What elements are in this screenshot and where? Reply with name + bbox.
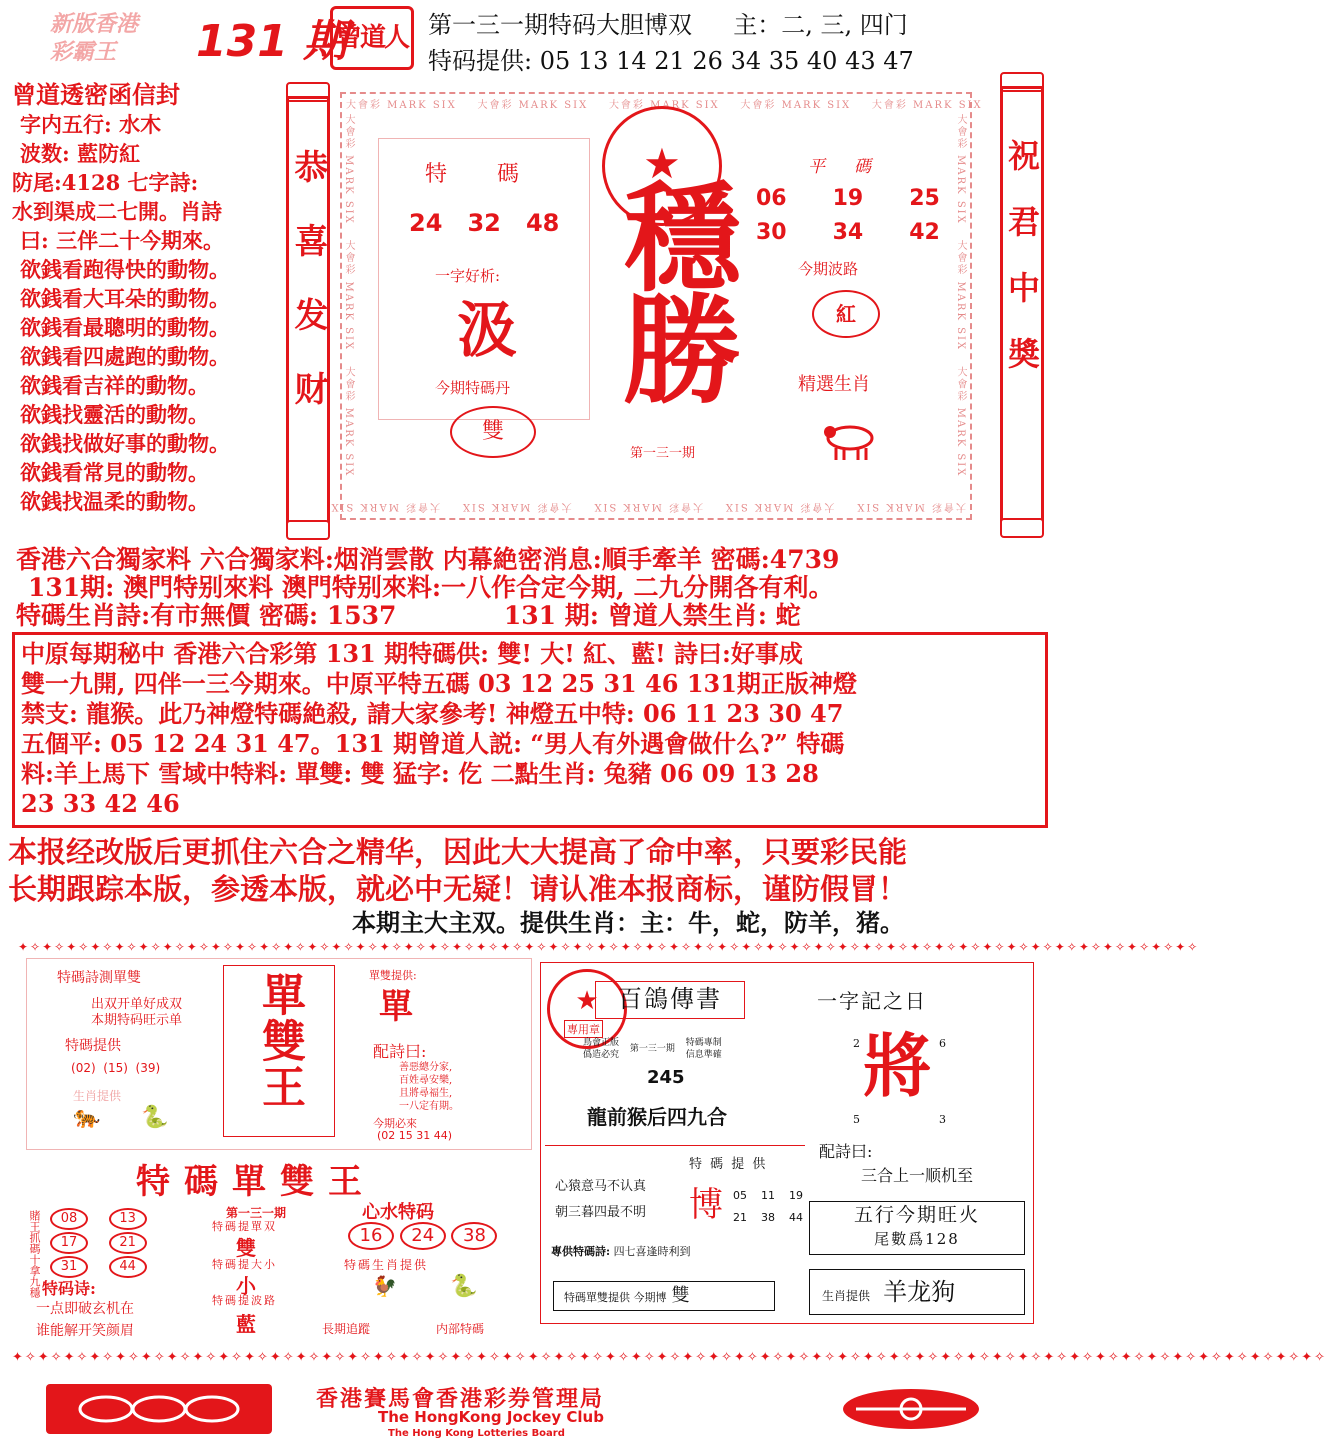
dsw-poem2: 本期特码旺示单 bbox=[91, 1013, 183, 1028]
pigeon-zhaosan: 朝三暮四最不明 bbox=[555, 1205, 647, 1220]
pigeon-divider bbox=[545, 1145, 805, 1146]
shuang-oval bbox=[450, 406, 536, 458]
tm-issue: 第一三一期 bbox=[226, 1206, 287, 1220]
tm-sx-provide: 特碼生肖提供 bbox=[344, 1258, 429, 1272]
tm-value-2: 藍 bbox=[236, 1312, 256, 1336]
middle-line3 bbox=[16, 600, 801, 631]
boxed-line: 23 33 42 46 bbox=[21, 789, 180, 818]
ping-ma-label: 平 碼 bbox=[808, 157, 877, 177]
pigeon-seal-text: 專用章 bbox=[564, 1020, 603, 1038]
snake-icon-2: 🐍 bbox=[450, 1274, 478, 1299]
left-poem-line: 波数: 藍防紅 bbox=[20, 141, 141, 166]
shuang-value: 雙 bbox=[481, 419, 504, 444]
corner-num-tl: 2 bbox=[853, 1037, 860, 1050]
tm-poem-label: 特码诗: bbox=[42, 1279, 96, 1298]
pigeon-tags: 鳥會正版 僞造必究 第一三一期 特碼專制 信息準確 bbox=[583, 1038, 722, 1060]
center-card bbox=[329, 92, 983, 520]
footer-en2: The Hong Kong Lotteries Board bbox=[388, 1428, 565, 1439]
dsw-title: 特碼詩測單雙 bbox=[57, 970, 141, 986]
left-poem-line: 欲銭看大耳朵的動物。 bbox=[20, 286, 230, 311]
tm-long-track: 長期追蹤 bbox=[322, 1322, 371, 1336]
header-line1 bbox=[428, 10, 908, 40]
header-line2-label: 特码提供: bbox=[428, 47, 533, 75]
pigeon-sx-value: 羊龙狗 bbox=[883, 1278, 956, 1306]
pigeon-yizi-char: 將 bbox=[863, 1027, 932, 1107]
boxed-line: 雙一九開, 四伴一三今期來。中原平特五碼 03 12 25 31 46 131期正版神燈 bbox=[21, 669, 857, 698]
logo-line2: 彩霸王 bbox=[50, 39, 117, 65]
tm-big-numbers: 16 24 38 bbox=[348, 1222, 497, 1250]
pigeon-weishu: 尾數爲128 bbox=[874, 1230, 960, 1248]
header-line1-b: 主：二, 三, 四门 bbox=[733, 11, 908, 39]
ping-ma-row1: 06 19 25 bbox=[756, 186, 940, 211]
pigeon-poem: 三合上一顺机至 bbox=[861, 1166, 974, 1185]
tm-label-2: 特碼提波路 bbox=[212, 1294, 277, 1307]
boxed-line: 五個平: 05 12 24 31 47。131 期曾道人説: “男人有外遇會做什么?” 特碼 bbox=[21, 729, 845, 758]
middle-line1: 香港六合獨家料 六合獨家料:烟消雲散 内幕絶密消息:順手牽羊 密碼:4739 bbox=[16, 545, 840, 574]
left-poem-line: 欲銭看常見的動物。 bbox=[20, 460, 209, 485]
tm-numbers: 08 13 17 21 31 44 bbox=[50, 1208, 170, 1280]
pigeon-bo: 博 bbox=[689, 1185, 723, 1225]
dsw-peishi-lines: 善惡總分家, 百姓尋安樂, 且將尋福生, 一八定有期。 bbox=[399, 1062, 459, 1112]
pigeon-wuxing-frame bbox=[809, 1201, 1025, 1255]
dsw-label: 單雙提供: bbox=[369, 969, 417, 982]
dsw-big-frame bbox=[223, 965, 335, 1137]
middle-line2: 131期: 澳門特别來料 澳門特别來料:一八作合定今期, 二九分開各有利。 bbox=[28, 573, 834, 602]
rooster-icon: 🐓 bbox=[372, 1274, 397, 1298]
scroll-right bbox=[996, 72, 1048, 538]
tm-side: 賭王抓碼十拿九穩 bbox=[28, 1210, 41, 1298]
corner-num-tr: 6 bbox=[939, 1037, 946, 1050]
pigeon-title: 百鴿傳書 bbox=[618, 985, 722, 1013]
yi-zi-label: 一字好析: bbox=[435, 267, 501, 285]
footer-left-emblem bbox=[46, 1384, 272, 1434]
box-dsw bbox=[26, 958, 532, 1150]
left-poem-line: 欲銭找靈活的動物。 bbox=[20, 402, 209, 427]
tm-label-0: 特碼提單双 bbox=[212, 1220, 277, 1233]
left-poem-line: 字内五行: 水木 bbox=[20, 112, 162, 137]
dsw-numbers2: (02 15 31 44) bbox=[377, 1129, 453, 1142]
footer-en1: The HongKong Jockey Club bbox=[378, 1408, 604, 1426]
jing-xuan: 精選生肖 bbox=[798, 374, 870, 395]
left-poem-line: 欲銭找温柔的動物。 bbox=[20, 489, 209, 514]
ox-icon bbox=[818, 418, 882, 462]
big-chars: 穩勝 bbox=[603, 176, 742, 400]
box-pigeon bbox=[540, 962, 1034, 1324]
scroll-left bbox=[282, 82, 334, 540]
pigeon-number: 245 bbox=[647, 1067, 685, 1088]
card-issue-label: 第一三一期 bbox=[630, 446, 696, 461]
pigeon-te-numbers: 05 11 19 21 38 44 bbox=[733, 1189, 803, 1224]
left-poem-line: 欲銭找做好事的動物。 bbox=[20, 431, 230, 456]
pigeon-wuxing: 五行今期旺火 bbox=[853, 1204, 980, 1226]
tm-value-0: 雙 bbox=[236, 1236, 256, 1260]
boxed-text bbox=[12, 632, 1048, 828]
pigeon-ds-label: 特碼單雙提供 今期博 bbox=[564, 1291, 667, 1304]
lower-line3: 本期主大主双。提供生肖：主：牛，蛇，防羊，猪。 bbox=[352, 908, 904, 937]
header-line2-numbers: 05 13 14 21 26 34 35 40 43 47 bbox=[539, 47, 914, 75]
pigeon-xinyuan: 心猿意马不认真 bbox=[555, 1179, 647, 1194]
tm-value-1: 小 bbox=[236, 1274, 256, 1298]
tm-inside: 内部特碼 bbox=[436, 1322, 485, 1336]
te-ma-numbers: 24 32 48 bbox=[409, 209, 560, 237]
snake-icon: 🐍 bbox=[141, 1105, 169, 1130]
pigeon-peishi: 配詩曰: bbox=[819, 1142, 873, 1161]
middle-line3-a: 特碼生肖詩:有市無價 密碼: 1537 bbox=[16, 601, 397, 630]
dsw-big: 單雙王 bbox=[254, 972, 305, 1110]
left-poem-line: 防尾:4128 七字詩: bbox=[12, 170, 199, 195]
pigeon-yizi: 一字記之日 bbox=[817, 989, 927, 1013]
dsw-poem1: 出双开单好成双 bbox=[91, 997, 183, 1012]
card-border-text-left: 大會彩 MARK SIX 大會彩 MARK SIX 大會彩 MARK SIX bbox=[343, 114, 354, 478]
te-ma-label: 特 碼 bbox=[425, 162, 534, 187]
pigeon-ds-value: 雙 bbox=[671, 1285, 690, 1306]
tm-poem-2: 谁能解开笑颜眉 bbox=[36, 1323, 134, 1339]
bo-lu-value: 紅 bbox=[836, 302, 856, 326]
left-poem-line: 欲銭看跑得快的動物。 bbox=[20, 257, 230, 282]
header-line2 bbox=[428, 46, 914, 76]
dsw-shengxiao: 生肖提供 bbox=[73, 1089, 122, 1103]
lower-line2: 长期跟踪本版，参透本版，就必中无疑！请认准本报商标，谨防假冒！ bbox=[8, 872, 908, 906]
dsw-numbers: (02) (15) (39) bbox=[71, 1061, 161, 1075]
dsw-peishi: 配詩曰: bbox=[373, 1042, 427, 1061]
center-emblem bbox=[588, 106, 742, 461]
card-border-text-top: 大會彩 MARK SIX 大會彩 MARK SIX 大會彩 MARK SIX 大會彩 MARK SIX 大會彩 MARK SIX bbox=[346, 100, 983, 111]
card-border-text-right: 大會彩 MARK SIX 大會彩 MARK SIX 大會彩 MARK SIX bbox=[955, 114, 966, 478]
pigeon-star-icon: ★ bbox=[575, 986, 599, 1016]
star-divider-bottom: ✦✧✦✧✦✧✦✧✦✧✦✧✦✧✦✧✦✧✦✧✦✧✦✧✦✧✦✧✦✧✦✧✦✧✦✧✦✧✦✧✦✧✦✧✦✧✦✧✦✧✦✧✦✧✦✧✦✧✦✧✦✧✦✧✦✧✦✧✦✧✦✧✦✧✦✧✦✧✦✧✦✧✦✧✦✧✦✧✦✧✦✧✦✧✦✧✦✧✦✧✦✧ bbox=[12, 1350, 1327, 1365]
card-border-text-bottom: 大會彩 MARK SIX 大會彩 MARK SIX 大會彩 MARK SIX 大會彩 MARK SIX 大會彩 MARK SIX bbox=[329, 501, 966, 512]
dsw-provide: 特碼提供 bbox=[65, 1038, 121, 1054]
corner-num-br: 3 bbox=[939, 1113, 946, 1126]
bo-lu-oval bbox=[812, 290, 880, 338]
tiger-icon: 🐅 bbox=[73, 1105, 101, 1130]
logo-line1: 新版香港 bbox=[50, 11, 139, 37]
corner-num-bl: 5 bbox=[853, 1113, 860, 1126]
seal-logo bbox=[330, 6, 414, 70]
middle-line3-b: 131 期: 曾道人禁生肖: 蛇 bbox=[503, 601, 801, 630]
left-poem-line: 欲銭看最聰明的動物。 bbox=[20, 315, 230, 340]
box-tm bbox=[26, 1158, 532, 1348]
left-poem bbox=[12, 80, 282, 516]
pigeon-sx-frame bbox=[809, 1269, 1025, 1315]
pigeon-phrase: 龍前猴后四九合 bbox=[587, 1105, 727, 1129]
footer-right-emblem bbox=[836, 1386, 986, 1432]
jin-qi-bo-lu: 今期波路 bbox=[798, 260, 859, 278]
footer-org: 香港賽馬會香港彩券管理局 bbox=[316, 1386, 605, 1412]
left-poem-line: 水到渠成二七開。肖詩 bbox=[12, 199, 222, 224]
issue-number: 131 期 bbox=[196, 16, 348, 67]
left-poem-line: 欲銭看吉祥的動物。 bbox=[20, 373, 209, 398]
header-line1-a: 第一三一期特码大胆博双 bbox=[428, 11, 692, 39]
ping-ma-row2: 30 34 42 bbox=[756, 220, 940, 245]
star-icon: ★ bbox=[643, 139, 681, 188]
tm-label-1: 特碼提大小 bbox=[212, 1258, 277, 1271]
star-divider-top: ✦✧✦✧✦✧✦✧✦✧✦✧✦✧✦✧✦✧✦✧✦✧✦✧✦✧✦✧✦✧✦✧✦✧✦✧✦✧✦✧✦✧✦✧✦✧✦✧✦✧✦✧✦✧✦✧✦✧✦✧✦✧✦✧✦✧✦✧✦✧✦✧✦✧✦✧✦✧✦✧✦✧✦✧✦✧✦✧✦✧✦✧✦✧✦✧✦✧ bbox=[18, 940, 1200, 954]
pigeon-ds-frame bbox=[553, 1281, 775, 1311]
lower-line1: 本报经改版后更抓住六合之精华，因此大大提高了命中率，只要彩民能 bbox=[8, 835, 908, 869]
pigeon-special-label: 專供特碼詩: 四七喜逢時利到 bbox=[551, 1245, 691, 1258]
tm-title: 特碼單雙王 bbox=[136, 1162, 376, 1202]
dsw-big-char: 單 bbox=[379, 987, 413, 1027]
seal-text: 曾道人 bbox=[335, 23, 408, 53]
boxed-line: 中原每期秘中 香港六合彩第 131 期特碼供: 雙! 大! 紅、藍! 詩曰:好事成 bbox=[21, 639, 803, 668]
left-poem-line: 曰: 三伴二十今期來。 bbox=[20, 228, 225, 253]
yi-zi-char: 汲 bbox=[457, 296, 517, 366]
pigeon-te-provide: 特 碼 提 供 bbox=[689, 1157, 768, 1172]
pigeon-title-frame bbox=[595, 981, 745, 1019]
boxed-line: 料:羊上馬下 雪域中特料: 單雙: 雙 猛字: 仡 二點生肖: 兔豬 06 09 13 28 bbox=[21, 759, 819, 788]
tm-poem-1: 一点即破玄机在 bbox=[36, 1301, 134, 1317]
pigeon-sx-label: 生肖提供 bbox=[822, 1289, 871, 1303]
te-ma-panel bbox=[378, 138, 590, 420]
left-poem-title: 曾道透密函信封 bbox=[12, 80, 180, 109]
left-poem-line: 欲銭看四處跑的動物。 bbox=[20, 344, 230, 369]
dsw-jinqi: 今期必來 bbox=[373, 1117, 417, 1130]
jin-qi-te-ma-dan: 今期特碼丹 bbox=[435, 379, 511, 397]
logo bbox=[50, 10, 170, 72]
boxed-line: 禁支: 龍猴。此乃神燈特碼絶殺, 請大家參考! 神燈五中特: 06 11 23 30 47 bbox=[21, 699, 844, 728]
scroll-left-text: 恭喜发财 bbox=[288, 149, 328, 445]
scroll-right-text: 祝君中奬 bbox=[1003, 139, 1041, 403]
tm-xinshui: 心水特码 bbox=[362, 1202, 434, 1223]
